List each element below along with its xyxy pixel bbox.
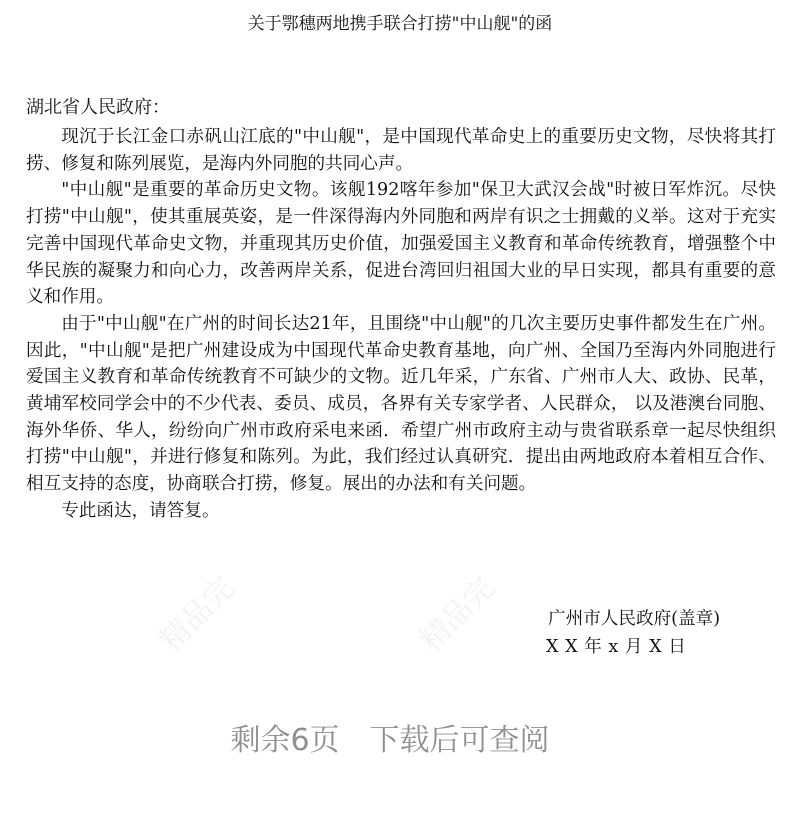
paragraph-2: "中山舰"是重要的革命历史文物。该舰192喀年参加"保卫大武汉会战"时被日军炸沉。尽快打捞"中山舰"，使其重展英姿，是一件深得海内外同胞和两岸有识之士拥戴的义举。这对于充实完善中国现代革命史文物，并重现其历史价值，加强爱国主义教育和革命传统教育，增强整个中华民族的凝聚力和向心力，改善两岸关系，促进台湾回归祖国大业的早日实现，都具有重要的意义和作用。	[26, 180, 776, 308]
watermark: 精品完	[153, 570, 242, 659]
paragraph-1: 现沉于长江金口赤矾山江底的"中山舰"，是中国现代革命史上的重要历史文物，尽快将其打捞、修复和陈列展览，是海内外同胞的共同心声。	[26, 127, 776, 174]
document-title: 关于鄂穗两地携手联合打捞"中山舰"的函	[247, 14, 553, 34]
remaining-pages-label: 剩余6页	[230, 723, 340, 758]
watermark: 精品完	[413, 570, 502, 659]
signature-organization: 广州市人民政府(盖章)	[548, 609, 721, 629]
download-more-banner[interactable]	[0, 719, 780, 763]
salutation: 湖北省人民政府：	[26, 97, 170, 118]
download-prompt-label: 下载后可查阅	[369, 723, 550, 758]
paragraph-4: 专此函达，请答复。	[61, 500, 220, 521]
signature-date: X X 年 x 月 X 日	[546, 637, 687, 657]
letter-body	[26, 124, 776, 525]
paragraph-3: 由于"中山舰"在广州的时间长达21年，且围绕"中山舰"的几次主要历史事件都发生在广州。因此，"中山舰"是把广州建设成为中国现代革命史教育基地，向广州、全国乃至海内外同胞进行爱国主义教育和革命传统教育不可缺少的文物。近几年采，广东省、广州市人大、政协、民革，黄埔军校同学会中的不少代表、委员、成员，各界有关专家学者、人民群众， 以及港澳台同胞、海外华侨、华人，纷纷向广州市政府采电来函．希望广州市政府主动与贵省联系章一起尽快组织打捞"中山舰"，并进行修复和陈列。为此，我们经过认真研究．提出由两地政府本着相互合作、相互支持的态度，协商联合打捞，修复。展出的办法和有关问题。	[26, 313, 776, 495]
